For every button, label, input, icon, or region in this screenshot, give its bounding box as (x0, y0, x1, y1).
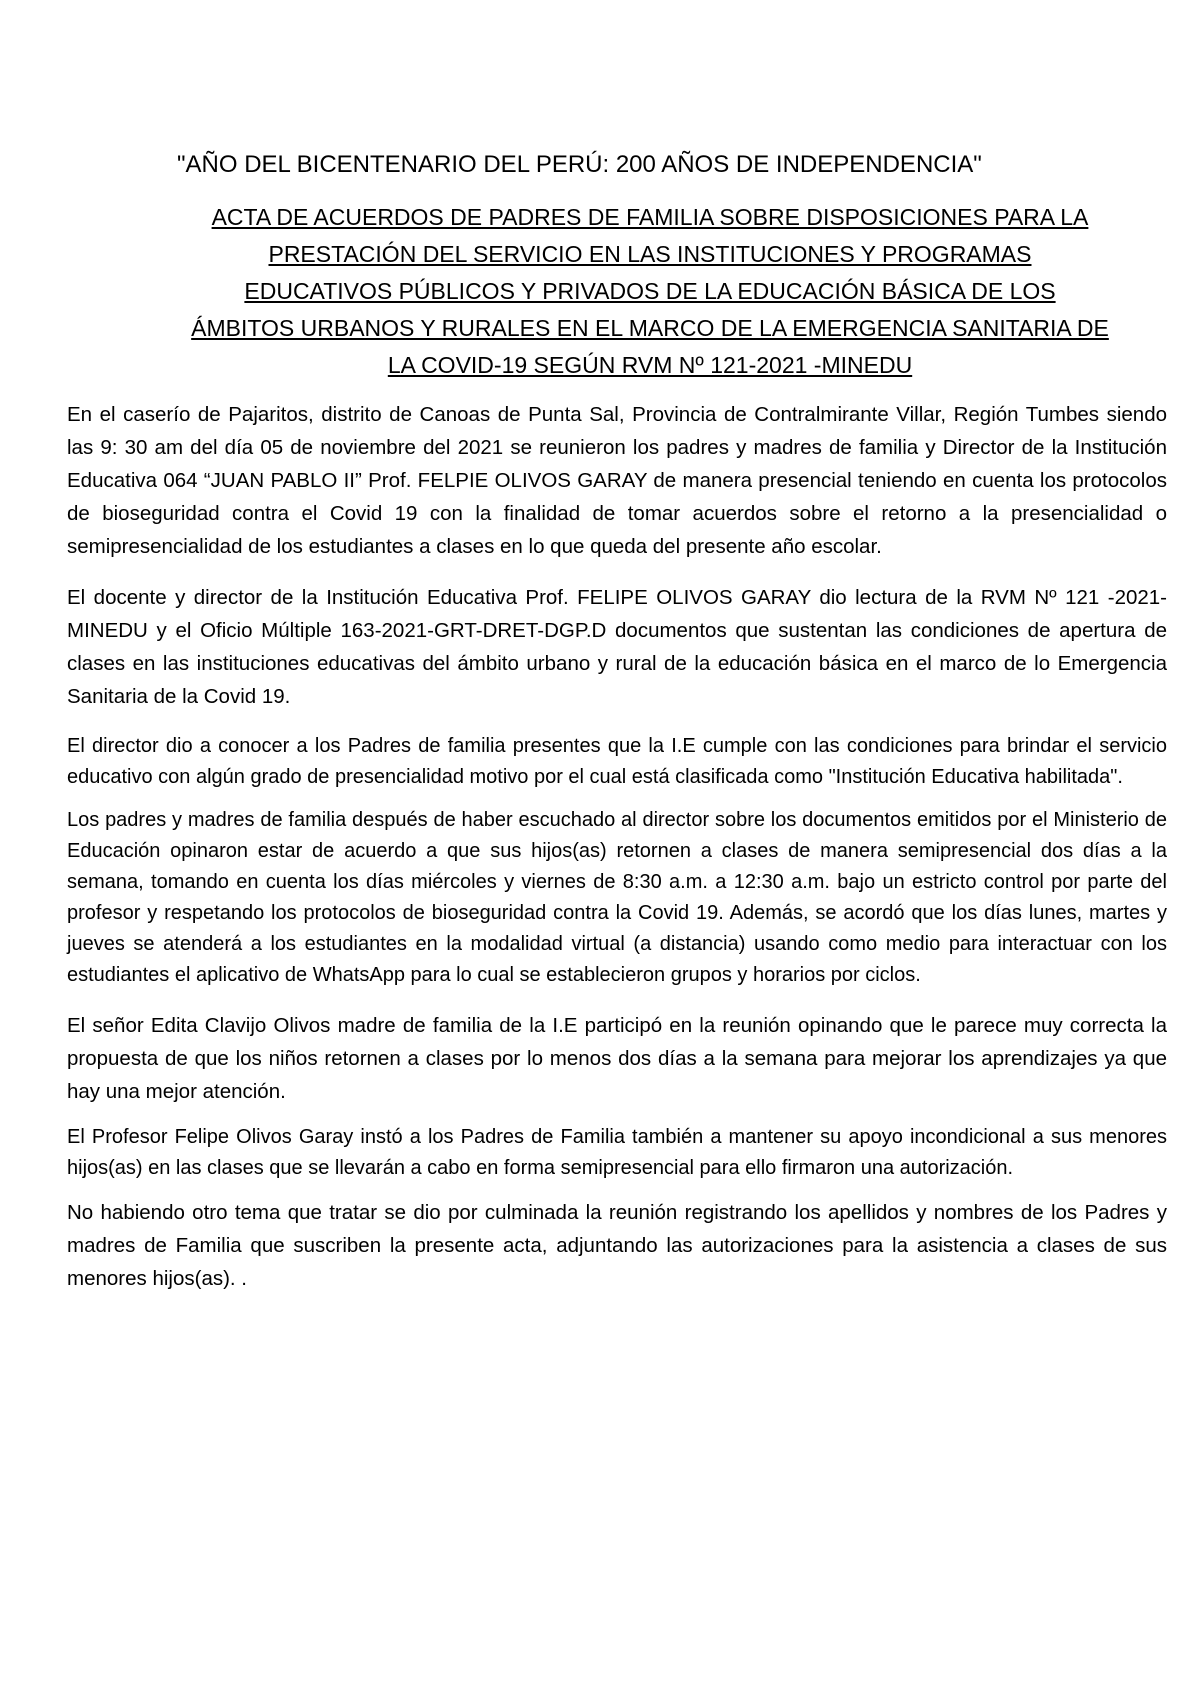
paragraph-closing: No habiendo otro tema que tratar se dio por culminada la reunión registrando los apellidos y nombres de los Padres y madres de Familia que suscriben la presente acta, adjuntando las autorizaciones para la asistencia a clases de sus menores hijos(as). . (67, 1201, 1167, 1290)
year-motto-heading: "AÑO DEL BICENTENARIO DEL PERÚ: 200 AÑOS DE INDEPENDENCIA" (177, 151, 982, 178)
paragraph-meeting-intro: En el caserío de Pajaritos, distrito de Canoas de Punta Sal, Provincia de Contralmirante Villar, Región Tumbes siendo las 9: 30 am del día 05 de noviembre del 2021 se reunieron los padres y madres de familia y Director de la Institución Educativa 064 “JUAN PABLO II” Prof. FELPIE OLIVOS GARAY de manera presencial teniendo en cuenta los protocolos de bioseguridad contra el Covid 19 con la finalidad de tomar acuerdos sobre el retorno a la presencialidad o semipresencialidad de los estudiantes a clases en lo que queda del presente año escolar. (67, 403, 1167, 558)
title-line-1: ACTA DE ACUERDOS DE PADRES DE FAMILIA SOBRE DISPOSICIONES PARA LA (211, 204, 1089, 230)
title-line-3: EDUCATIVOS PÚBLICOS Y PRIVADOS DE LA EDUCACIÓN BÁSICA DE LOS (244, 278, 1056, 304)
paragraph-professor-request: El Profesor Felipe Olivos Garay instó a los Padres de Familia también a mantener su apoyo incondicional a sus menores hijos(as) en las clases que se llevarán a cabo en forma semipresencial para ello firmaron una autorización. (67, 1126, 1167, 1179)
paragraph-parent-opinion: El señor Edita Clavijo Olivos madre de familia de la I.E participó en la reunión opinando que le parece muy correcta la propuesta de que los niños retornen a clases por lo menos dos días a la semana para mejorar los aprendizajes ya que hay una mejor atención. (67, 1014, 1167, 1103)
paragraph-director-reading: El docente y director de la Institución Educativa Prof. FELIPE OLIVOS GARAY dio lectura de la RVM Nº 121 -2021-MINEDU y el Oficio Múltiple 163-2021-GRT-DRET-DGP.D documentos que sustentan las condiciones de apertura de clases en las instituciones educativas del ámbito urbano y rural de la educación básica en el marco de lo Emergencia Sanitaria de la Covid 19. (67, 586, 1167, 708)
paragraph-parents-agreement: Los padres y madres de familia después de haber escuchado al director sobre los documentos emitidos por el Ministerio de Educación opinaron estar de acuerdo a que sus hijos(as) retornen a clases de manera semipresencial dos días a la semana, tomando en cuenta los días miércoles y viernes de 8:30 a.m. a 12:30 a.m. bajo un estricto control por parte del profesor y respetando los protocolos de bioseguridad contra la Covid 19. Además, se acordó que los días lunes, martes y jueves se atenderá a los estudiantes en la modalidad virtual (a distancia) usando como medio para interactuar con los estudiantes el aplicativo de WhatsApp para lo cual se establecieron grupos y horarios por ciclos. (67, 809, 1167, 986)
title-line-5: LA COVID-19 SEGÚN RVM Nº 121-2021 -MINEDU (387, 352, 913, 378)
document-body (67, 398, 1167, 1309)
title-line-4: ÁMBITOS URBANOS Y RURALES EN EL MARCO DE LA EMERGENCIA SANITARIA DE (191, 315, 1109, 341)
title-line-2: PRESTACIÓN DEL SERVICIO EN LAS INSTITUCIONES Y PROGRAMAS (268, 241, 1032, 267)
paragraph-institution-status: El director dio a conocer a los Padres de familia presentes que la I.E cumple con las condiciones para brindar el servicio educativo con algún grado de presencialidad motivo por el cual está clasificada como "Institución Educativa habilitada". (67, 735, 1167, 788)
document-title (170, 199, 1130, 384)
